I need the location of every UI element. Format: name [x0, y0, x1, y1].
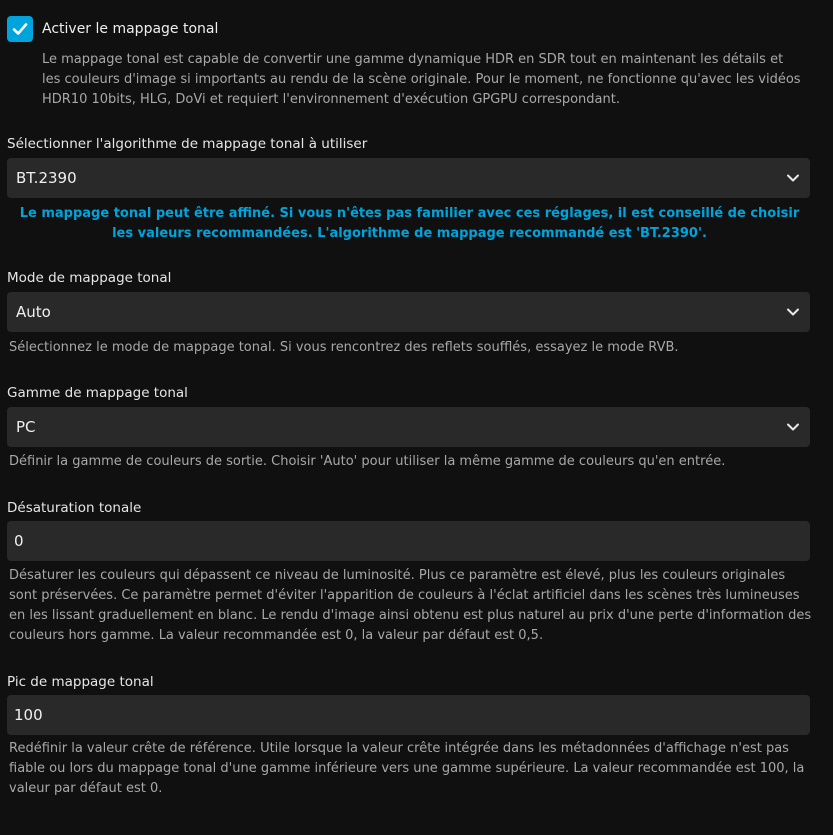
enable-tone-mapping-label[interactable]: Activer le mappage tonal — [42, 21, 219, 37]
desaturation-label: Désaturation tonale — [7, 500, 142, 516]
enable-tone-mapping-row[interactable] — [7, 16, 218, 42]
desaturation-value[interactable]: 0 — [14, 532, 24, 550]
peak-label: Pic de mappage tonal — [7, 674, 154, 690]
chevron-down-icon — [786, 421, 800, 433]
range-description: Définir la gamme de couleurs de sortie. Choisir 'Auto' pour utiliser la même gamme de couleurs qu'en entrée. — [9, 454, 726, 469]
algorithm-hint: Le mappage tonal peut être affiné. Si vous n'êtes pas familier avec ces réglages, il est conseillé de choisir les valeurs recommandées. L'algorithme de mappage recommandé est 'BT.2390'. — [19, 206, 800, 241]
algorithm-value: BT.2390 — [16, 169, 77, 187]
peak-description: Redéfinir la valeur crête de référence. Utile lorsque la valeur crête intégrée dans les métadonnées d'affichage n'est pas fiable ou lors du mappage tonal d'une gamme inférieure vers une gamme supérieure. La valeur recommandée est 100, la valeur par défaut est 0. — [9, 741, 805, 796]
range-value: PC — [16, 418, 36, 436]
check-icon — [11, 20, 29, 38]
enable-tone-mapping-description: Le mappage tonal est capable de convertir une gamme dynamique HDR en SDR tout en maintenant les détails et les couleurs d'image si importants au rendu de la scène originale. Pour le moment, ne fonctionne qu'avec les vidéos HDR10 10bits, HLG, DoVi et requiert l'environnement d'exécution GPGPU correspondant. — [42, 52, 801, 107]
mode-label: Mode de mappage tonal — [7, 270, 172, 286]
algorithm-label: Sélectionner l'algorithme de mappage tonal à utiliser — [7, 136, 368, 152]
peak-input[interactable] — [7, 695, 810, 735]
chevron-down-icon — [786, 306, 800, 318]
peak-value[interactable]: 100 — [14, 706, 43, 724]
algorithm-select[interactable] — [7, 158, 810, 198]
enable-tone-mapping-checkbox[interactable] — [7, 16, 33, 42]
desaturation-input[interactable] — [7, 521, 810, 561]
range-label: Gamme de mappage tonal — [7, 385, 188, 401]
mode-description: Sélectionnez le mode de mappage tonal. Si vous rencontrez des reflets soufflés, essayez le mode RVB. — [9, 340, 679, 355]
chevron-down-icon — [786, 172, 800, 184]
mode-select[interactable] — [7, 292, 810, 332]
mode-value: Auto — [16, 303, 51, 321]
desaturation-description: Désaturer les couleurs qui dépassent ce niveau de luminosité. Plus ce paramètre est élevé, plus les couleurs originales sont préservées. Ce paramètre permet d'éviter l'apparition de couleurs à l'éclat artificiel dans les scènes très lumineuses en les lissant graduellement en blanc. Le rendu d'image ainsi obtenu est plus naturel au prix d'une perte d'information des couleurs hors gamme. La valeur recommandée est 0, la valeur par défaut est 0,5. — [9, 568, 812, 643]
range-select[interactable] — [7, 407, 810, 447]
